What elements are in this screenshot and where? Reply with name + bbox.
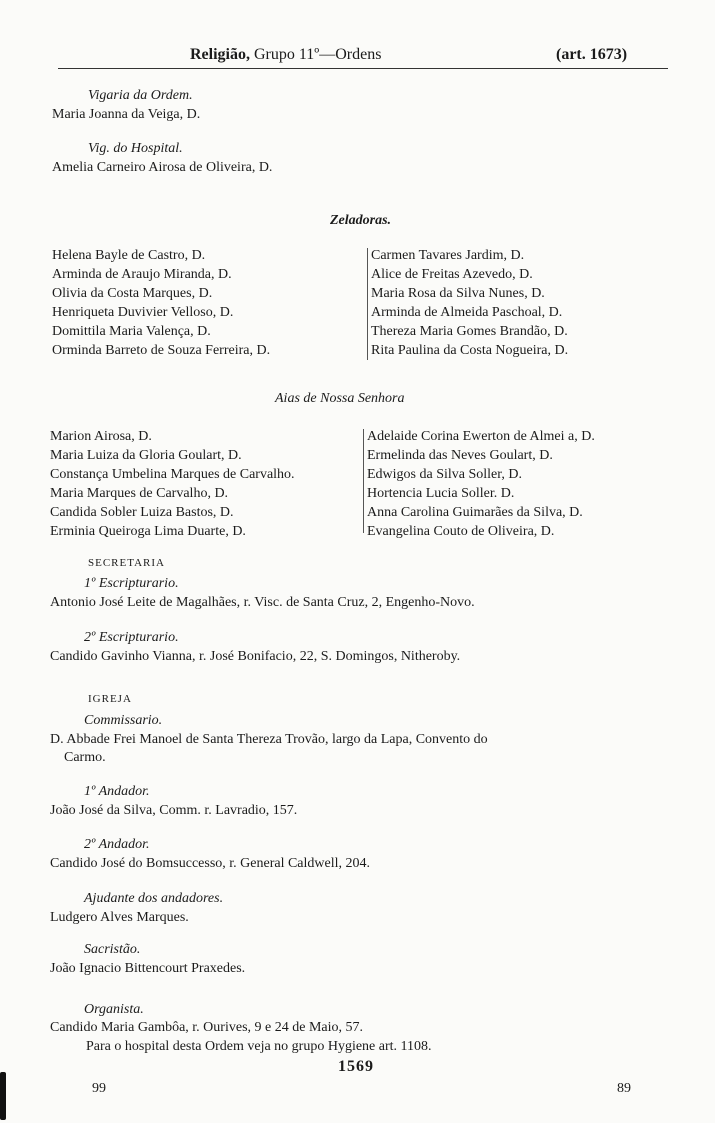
list-item: Maria Luiza da Gloria Goulart, D. <box>50 448 242 463</box>
list-item: Alice de Freitas Azevedo, D. <box>371 267 533 282</box>
zeladoras-left-column <box>52 246 270 360</box>
list-item: Ermelinda das Neves Goulart, D. <box>367 448 553 463</box>
footer-center-number: 1569 <box>338 1058 374 1075</box>
column-divider <box>363 429 364 533</box>
running-header <box>190 46 628 64</box>
ajudante-title: Ajudante dos andadores. <box>84 891 224 906</box>
list-item: Maria Marques de Carvalho, D. <box>50 486 229 501</box>
organista-text: Candido Maria Gambôa, r. Ourives, 9 e 24 de Maio, 57. <box>50 1020 363 1035</box>
list-item: Anna Carolina Guimarães da Silva, D. <box>367 505 583 520</box>
list-item: Domittila Maria Valença, D. <box>52 324 211 339</box>
list-item: Adelaide Corina Ewerton de Almei a, D. <box>367 429 595 444</box>
igreja-heading: IGREJA <box>88 693 132 705</box>
hospital-note: Para o hospital desta Ordem veja no grupo Hygiene art. 1108. <box>86 1039 432 1054</box>
column-divider <box>367 248 368 360</box>
andador1-text: João José da Silva, Comm. r. Lavradio, 157. <box>50 803 298 818</box>
binding-edge-mark <box>0 1072 6 1120</box>
list-item: Carmen Tavares Jardim, D. <box>371 248 525 263</box>
commissario-title: Commissario. <box>84 713 163 728</box>
list-item: Rita Paulina da Costa Nogueira, D. <box>371 343 569 358</box>
ajudante-text: Ludgero Alves Marques. <box>50 910 189 925</box>
vig-hospital-title: Vig. do Hospital. <box>88 141 183 156</box>
sacristao-title: Sacristão. <box>84 942 141 957</box>
escripturario1-title: 1º Escripturario. <box>84 576 179 591</box>
aias-left-column <box>50 427 295 541</box>
andador1-title: 1º Andador. <box>84 784 150 799</box>
vigaria-ordem-name: Maria Joanna da Veiga, D. <box>52 107 201 122</box>
vig-hospital-name: Amelia Carneiro Airosa de Oliveira, D. <box>52 160 273 175</box>
andador2-title: 2º Andador. <box>84 837 150 852</box>
organista-title: Organista. <box>84 1002 144 1017</box>
list-item: Constança Umbelina Marques de Carvalho. <box>50 467 295 482</box>
vigaria-ordem-title: Vigaria da Ordem. <box>88 88 193 103</box>
header-subtitle: Grupo 11º—Ordens <box>254 46 382 63</box>
list-item: Helena Bayle de Castro, D. <box>52 248 206 263</box>
list-item: Henriqueta Duvivier Velloso, D. <box>52 305 234 320</box>
zeladoras-title: Zeladoras. <box>330 213 392 228</box>
list-item: Marion Airosa, D. <box>50 429 152 444</box>
sacristao-text: João Ignacio Bittencourt Praxedes. <box>50 961 246 976</box>
footer-right-number: 89 <box>617 1081 631 1096</box>
zeladoras-right-column <box>371 246 568 360</box>
commissario-line1: D. Abbade Frei Manoel de Santa Thereza Trovão, largo da Lapa, Convento do <box>50 732 488 747</box>
escripturario2-text: Candido Gavinho Vianna, r. José Bonifacio, 22, S. Domingos, Nitheroby. <box>50 649 461 664</box>
list-item: Arminda de Araujo Miranda, D. <box>52 267 232 282</box>
list-item: Maria Rosa da Silva Nunes, D. <box>371 286 545 301</box>
list-item: Olivia da Costa Marques, D. <box>52 286 213 301</box>
header-title: Religião, <box>190 46 250 63</box>
aias-right-column <box>367 427 595 541</box>
escripturario1-text: Antonio José Leite de Magalhães, r. Visc. de Santa Cruz, 2, Engenho-Novo. <box>50 595 475 610</box>
commissario-line2: Carmo. <box>64 750 106 765</box>
list-item: Thereza Maria Gomes Brandão, D. <box>371 324 568 339</box>
header-article: (art. 1673) <box>556 46 628 63</box>
escripturario2-title: 2º Escripturario. <box>84 630 179 645</box>
list-item: Edwigos da Silva Soller, D. <box>367 467 522 482</box>
list-item: Hortencia Lucia Soller. D. <box>367 486 515 501</box>
footer-left-number: 99 <box>92 1081 106 1096</box>
list-item: Orminda Barreto de Souza Ferreira, D. <box>52 343 271 358</box>
andador2-text: Candido José do Bomsuccesso, r. General Caldwell, 204. <box>50 856 371 871</box>
list-item: Candida Sobler Luiza Bastos, D. <box>50 505 234 520</box>
header-rule <box>58 68 668 69</box>
list-item: Evangelina Couto de Oliveira, D. <box>367 524 555 539</box>
aias-title: Aias de Nossa Senhora <box>275 391 405 406</box>
list-item: Arminda de Almeida Paschoal, D. <box>371 305 563 320</box>
secretaria-heading: SECRETARIA <box>88 557 165 569</box>
list-item: Erminia Queiroga Lima Duarte, D. <box>50 524 246 539</box>
